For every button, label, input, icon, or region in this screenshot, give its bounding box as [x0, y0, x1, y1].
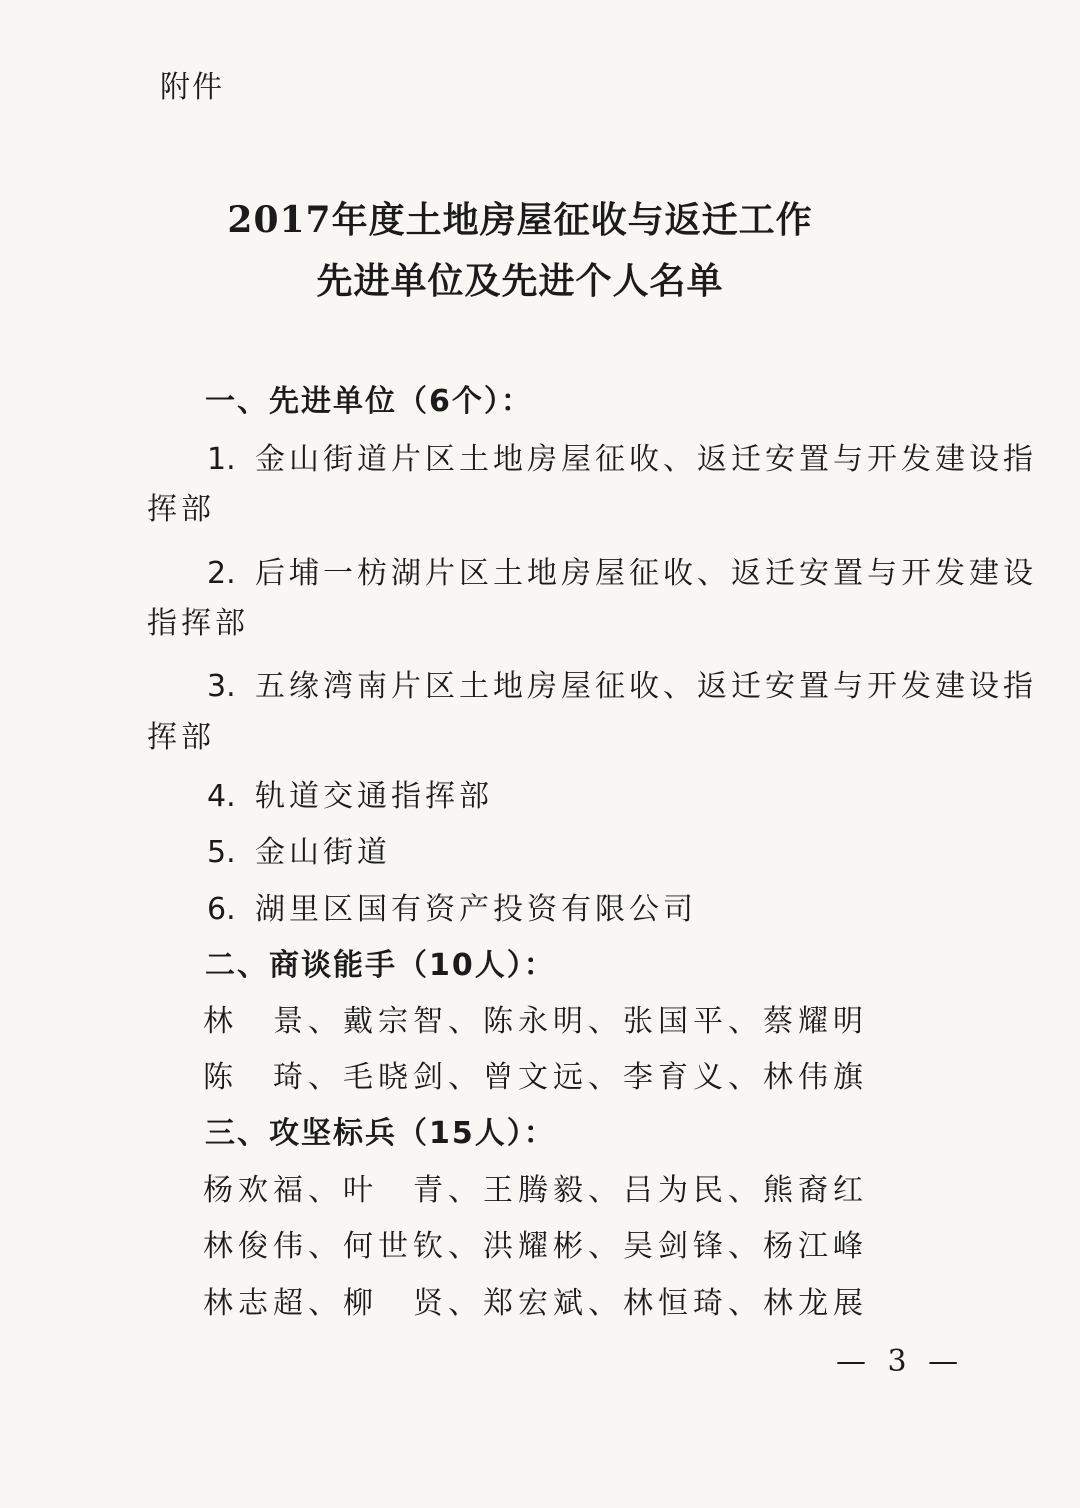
section-heading-advanced-units: 一、先进单位（6个）：: [205, 384, 533, 419]
item-text: 后埔一枋湖片区土地房屋征收、返迁安置与开发建设: [255, 556, 1037, 591]
document-title-line-2: 先进单位及先进个人名单: [316, 260, 724, 302]
document-title-line-1: 2017年度土地房屋征收与返迁工作: [227, 199, 813, 241]
item-text-continuation: 挥部: [147, 720, 215, 755]
item-text-continuation: 挥部: [147, 492, 215, 527]
list-item: [207, 827, 391, 871]
list-item: [207, 884, 697, 928]
item-text: 五缘湾南片区土地房屋征收、返迁安置与开发建设指: [255, 669, 1037, 704]
item-text: 轨道交通指挥部: [255, 779, 493, 814]
list-item: [207, 434, 1037, 478]
item-number: 5.: [207, 835, 236, 870]
item-text: 湖里区国有资产投资有限公司: [255, 892, 697, 927]
list-item: [207, 548, 1037, 592]
names-row: 林俊伟、何世钦、洪耀彬、吴剑锋、杨江峰: [203, 1229, 868, 1264]
names-row: 陈 琦、毛晓剑、曾文远、李育义、林伟旗: [203, 1060, 868, 1095]
names-row: 杨欢福、叶 青、王腾毅、吕为民、熊裔红: [203, 1173, 868, 1208]
list-item: [207, 771, 493, 815]
section-heading-key-exemplars: 三、攻坚标兵（15人）：: [205, 1116, 556, 1151]
section-heading-negotiation-experts: 二、商谈能手（10人）：: [205, 948, 556, 983]
item-text-continuation: 指挥部: [147, 606, 249, 641]
item-number: 6.: [207, 892, 236, 927]
attachment-label: 附件: [160, 70, 224, 105]
page-number: — 3 —: [836, 1344, 965, 1379]
item-number: 3.: [207, 669, 236, 704]
item-number: 4.: [207, 779, 236, 814]
names-row: 林志超、柳 贤、郑宏斌、林恒琦、林龙展: [203, 1286, 868, 1321]
names-row: 林 景、戴宗智、陈永明、张国平、蔡耀明: [203, 1004, 868, 1039]
list-item: [207, 661, 1037, 705]
item-number: 1.: [207, 442, 236, 477]
item-number: 2.: [207, 556, 236, 591]
item-text: 金山街道: [255, 835, 391, 870]
item-text: 金山街道片区土地房屋征收、返迁安置与开发建设指: [255, 442, 1037, 477]
